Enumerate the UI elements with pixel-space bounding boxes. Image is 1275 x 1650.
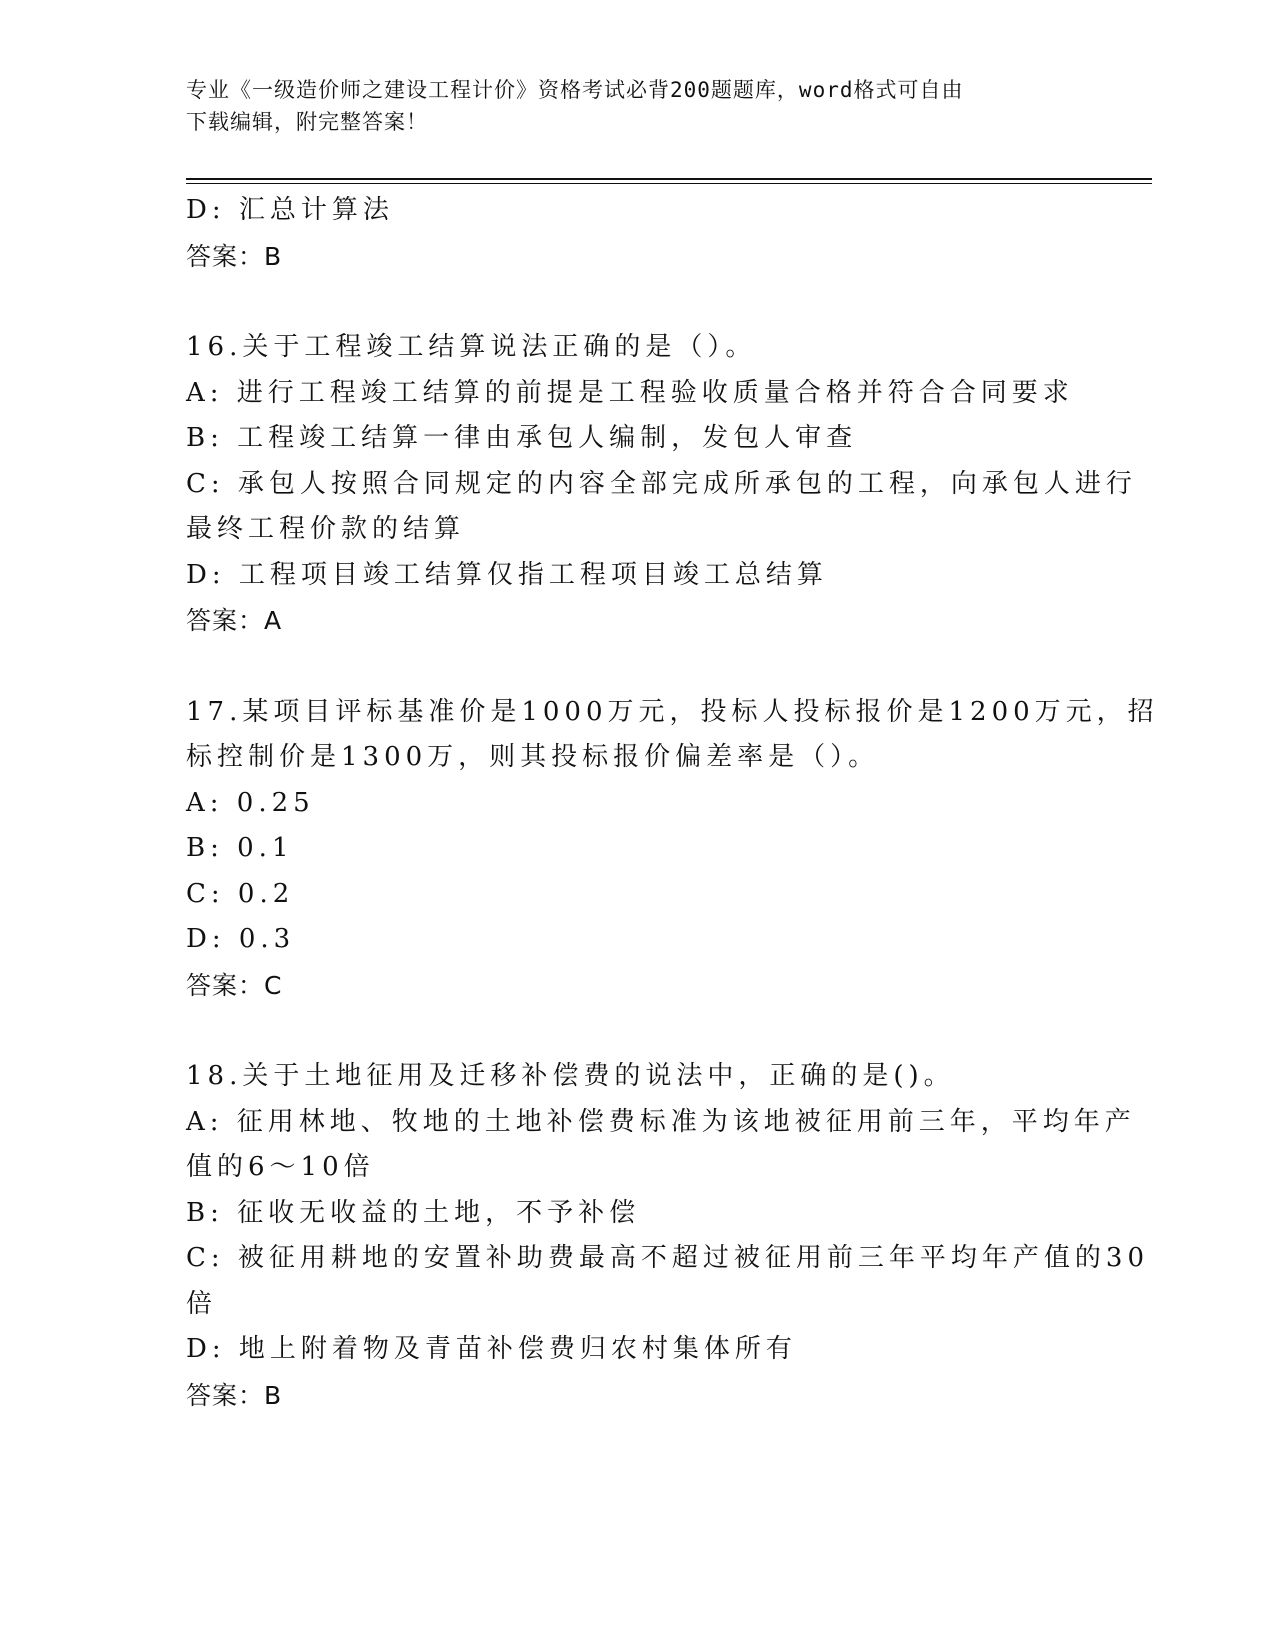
q18-option-a-line1: A: 征用林地、牧地的土地补偿费标准为该地被征用前三年，平均年产 [186, 1106, 1136, 1137]
spacer [186, 644, 1086, 690]
q17-option-d: D: 0.3 [186, 924, 296, 954]
q16-option-a: A: 进行工程竣工结算的前提是工程验收质量合格并符合合同要求 [186, 377, 1074, 408]
q16-option-d: D: 工程项目竣工结算仅指工程项目竣工总结算 [186, 559, 828, 590]
header-rule-thin [186, 183, 1152, 184]
q18-option-d: D: 地上附着物及青苗补偿费归农村集体所有 [186, 1334, 797, 1364]
q17-stem-line1: 17.某项目评标基准价是1000万元，投标人投标报价是1200万元，招 [186, 696, 1159, 727]
spacer [186, 1008, 1086, 1054]
q16-answer: 答案：A [186, 606, 283, 635]
q17-option-a: A: 0.25 [186, 787, 315, 818]
q18-option-a-line2: 值的6～10倍 [186, 1152, 375, 1182]
q18-option-c-line1: C: 被征用耕地的安置补助费最高不超过被征用前三年平均年产值的30 [186, 1243, 1150, 1273]
header-rule-thick [186, 178, 1152, 180]
q15-answer: 答案：B [186, 241, 283, 271]
header-line-2: 下载编辑，附完整答案！ [186, 110, 428, 134]
page-header [186, 74, 1066, 138]
q16-option-b: B: 工程竣工结算一律由承包人编制，发包人审查 [186, 423, 858, 453]
question-list [186, 188, 1159, 1418]
q18-option-c-line2: 倍 [186, 1288, 218, 1319]
q18-stem: 18.关于土地征用及迁移补偿费的说法中，正确的是()。 [186, 1061, 955, 1091]
q18-answer: 答案：B [186, 1380, 283, 1410]
q18-option-b: B: 征收无收益的土地，不予补偿 [186, 1197, 641, 1228]
q16-stem: 16.关于工程竣工结算说法正确的是（）。 [186, 332, 757, 362]
q16-option-c-line2: 最终工程价款的结算 [186, 514, 466, 544]
q16-option-c-line1: C: 承包人按照合同规定的内容全部完成所承包的工程，向承包人进行 [186, 468, 1137, 499]
q17-answer: 答案：C [186, 970, 283, 1000]
q17-option-c: C: 0.2 [186, 878, 295, 909]
q17-option-b: B: 0.1 [186, 833, 294, 863]
q17-stem-line2: 标控制价是1300万，则其投标报价偏差率是（）。 [186, 742, 880, 772]
q15-option-d: D: 汇总计算法 [186, 195, 394, 225]
header-line-1: 专业《一级造价师之建设工程计价》资格考试必背200题题库，word格式可自由 [186, 78, 964, 102]
spacer [186, 279, 1086, 325]
